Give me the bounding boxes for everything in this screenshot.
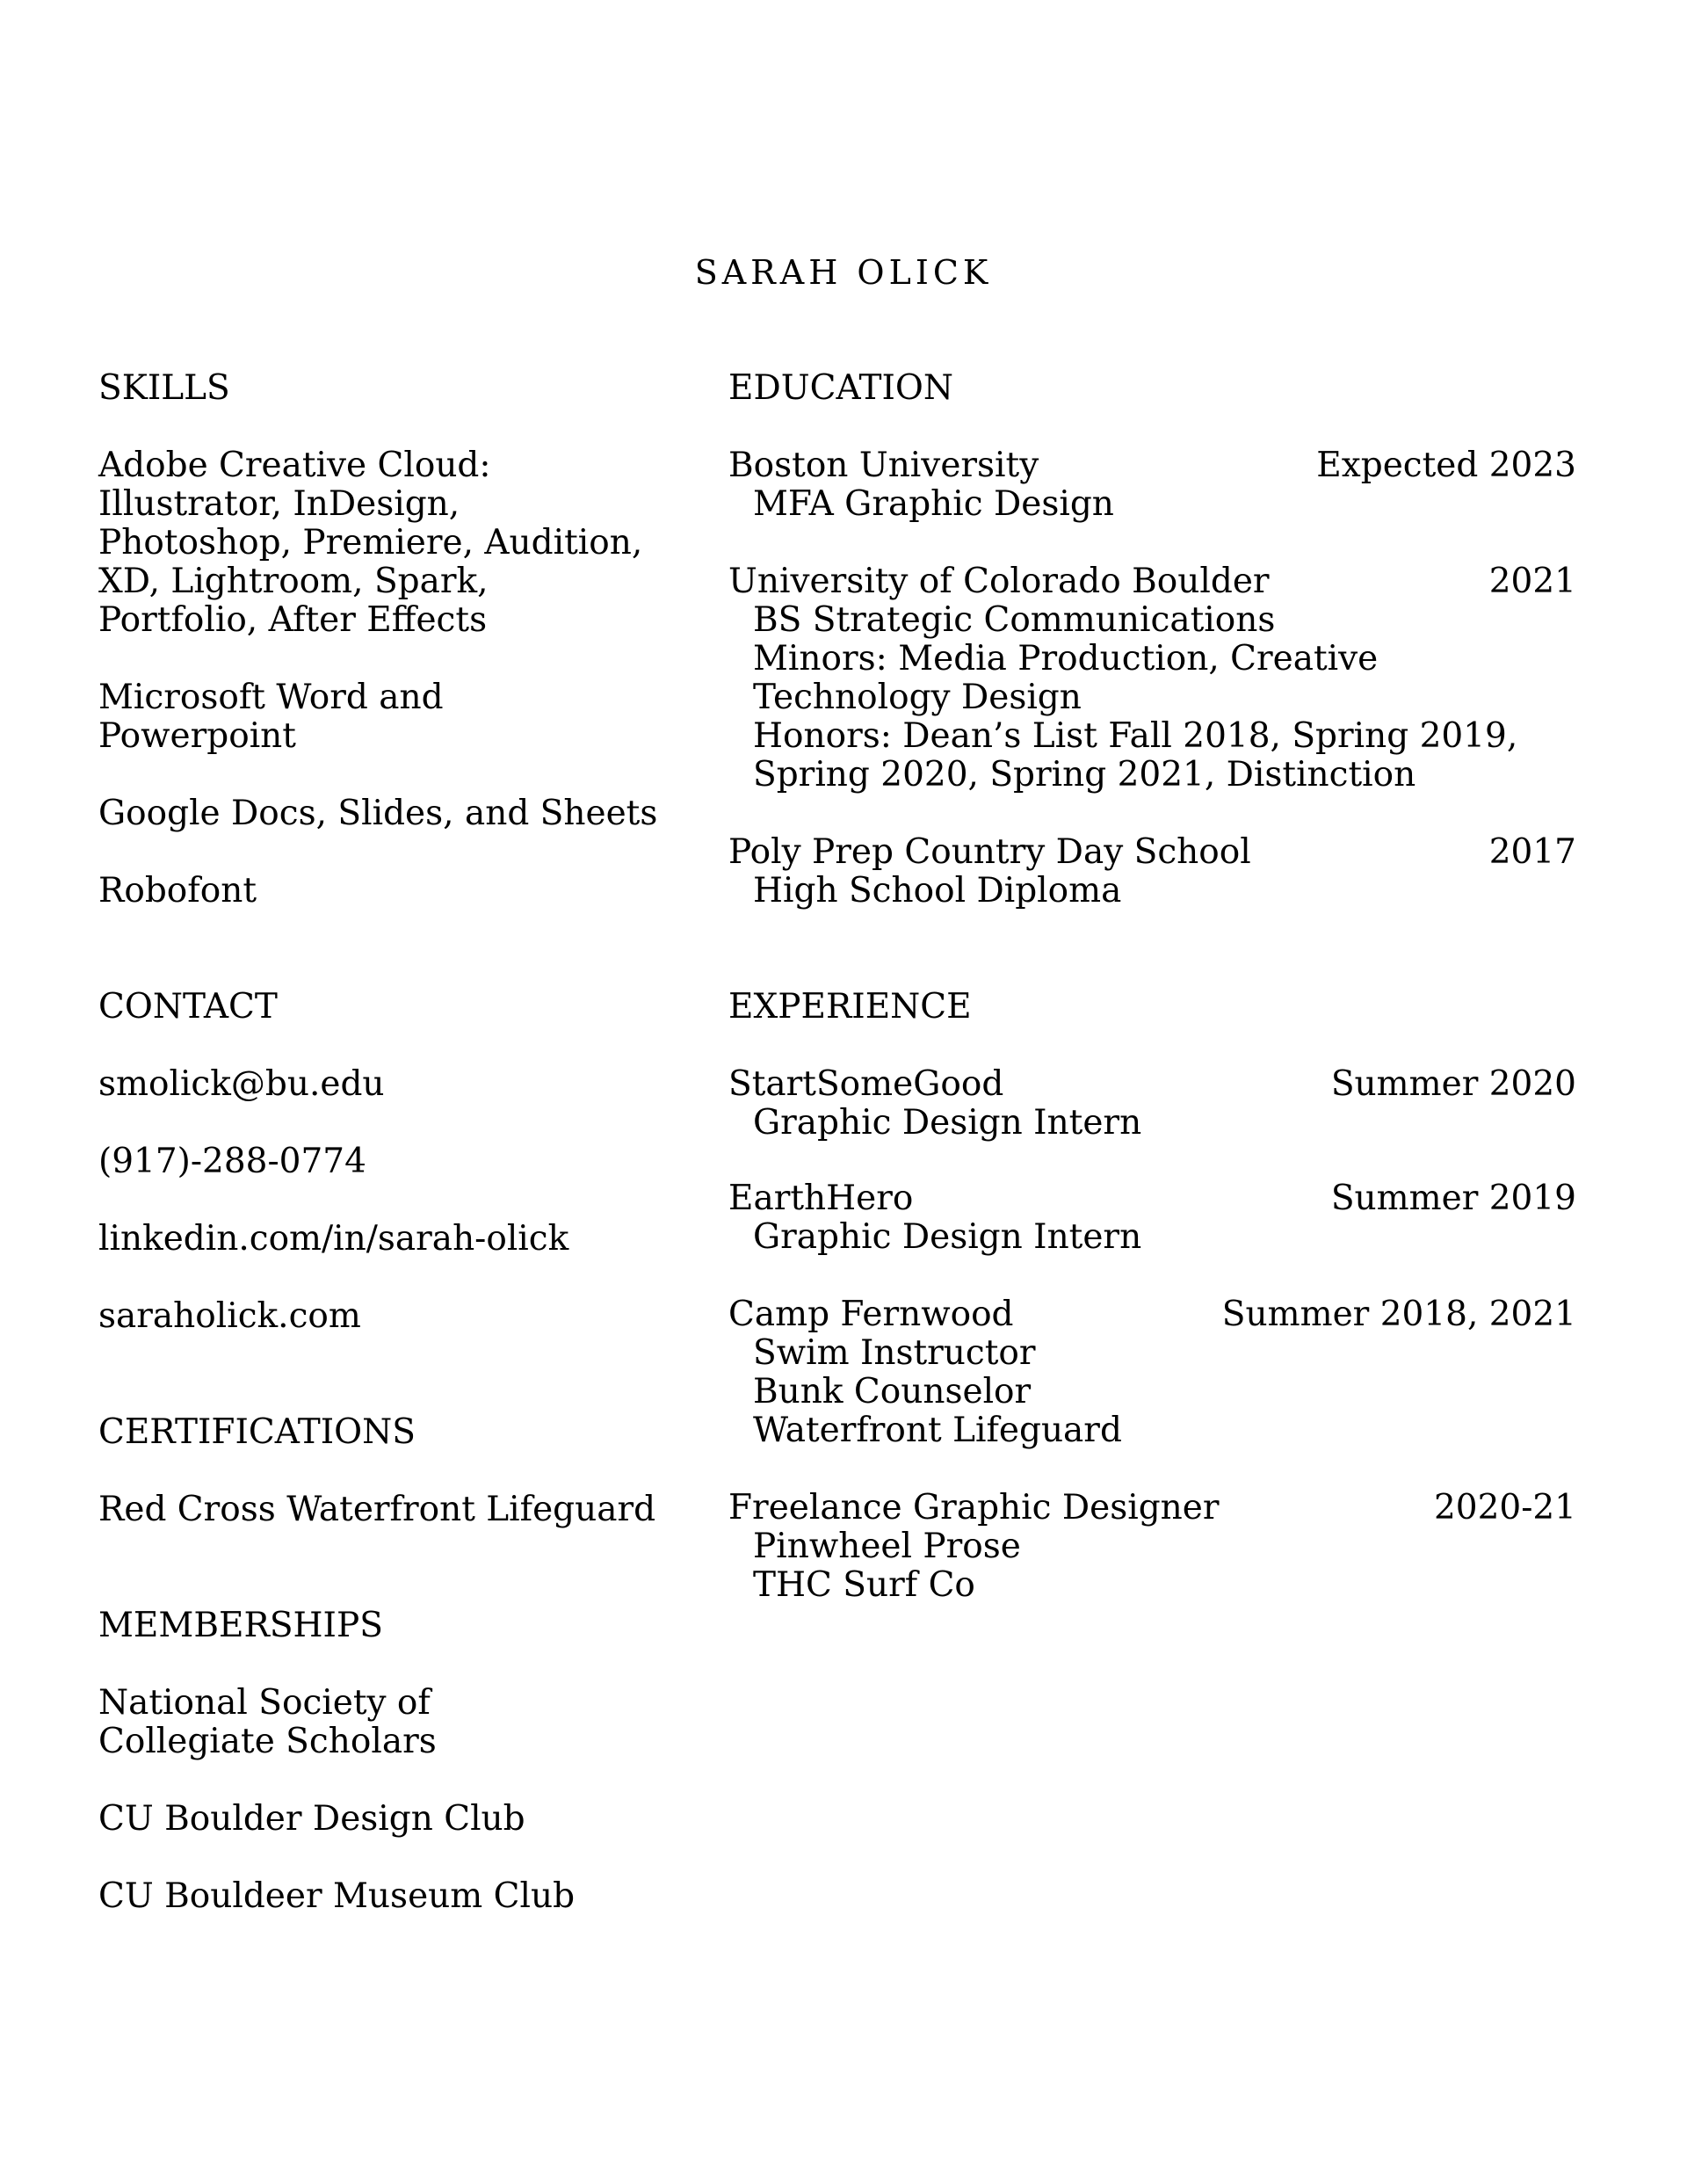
entry-detail: Waterfront Lifeguard [753, 1411, 1122, 1450]
entry-detail: Minors: Media Production, Creative [753, 639, 1379, 678]
entry-detail: Spring 2020, Spring 2021, Distinction [753, 755, 1416, 795]
entry-title: Boston University [728, 446, 1039, 485]
entry-detail: High School Diploma [753, 871, 1122, 911]
entry-title: Freelance Graphic Designer [728, 1488, 1220, 1527]
skill-line: Powerpoint [98, 716, 296, 756]
skill-line: Portfolio, After Effects [98, 600, 488, 640]
skill-line: Adobe Creative Cloud: [98, 446, 491, 485]
entry-date: Summer 2018, 2021 [1221, 1295, 1576, 1334]
education-entry [728, 833, 1576, 911]
contact-heading: CONTACT [98, 987, 278, 1027]
skill-line: Robofont [98, 871, 257, 911]
entry-detail: Graphic Design Intern [753, 1103, 1142, 1143]
experience-entry [728, 1489, 1576, 1605]
entry-title: StartSomeGood [728, 1064, 1004, 1104]
resume-name: SARAH OLICK [694, 253, 993, 292]
skills-group-robofont [98, 872, 713, 911]
entry-detail: Technology Design [753, 678, 1082, 717]
entry-detail: THC Surf Co [753, 1565, 975, 1605]
skills-heading: SKILLS [98, 368, 230, 408]
contact-email[interactable]: smolick@bu.edu [98, 1064, 385, 1104]
left-column [98, 369, 713, 1916]
entry-detail: Swim Instructor [753, 1333, 1036, 1373]
membership-item: CU Boulder Design Club [98, 1799, 525, 1839]
experience-entry [728, 1179, 1576, 1257]
education-entry [728, 446, 1576, 524]
certification-item: Red Cross Waterfront Lifeguard [98, 1490, 656, 1529]
entry-date: Summer 2020 [1330, 1064, 1576, 1104]
entry-title: Camp Fernwood [728, 1295, 1014, 1334]
education-heading: EDUCATION [728, 368, 953, 408]
entry-date: 2017 [1488, 832, 1576, 872]
membership-item [98, 1684, 713, 1761]
contact-phone: (917)-288-0774 [98, 1142, 366, 1181]
skills-group-google [98, 795, 713, 833]
entry-title: EarthHero [728, 1179, 914, 1218]
contact-linkedin[interactable]: linkedin.com/in/sarah-olick [98, 1219, 569, 1259]
memberships-heading: MEMBERSHIPS [98, 1606, 383, 1645]
entry-detail: Graphic Design Intern [753, 1217, 1142, 1257]
education-entry [728, 562, 1576, 795]
skill-line: Photoshop, Premiere, Audition, [98, 523, 643, 562]
skills-group-adobe [98, 446, 713, 640]
skill-line: XD, Lightroom, Spark, [98, 562, 489, 601]
experience-heading: EXPERIENCE [728, 987, 972, 1027]
membership-item: CU Bouldeer Museum Club [98, 1876, 576, 1916]
membership-line: Collegiate Scholars [98, 1722, 437, 1761]
skills-group-microsoft [98, 678, 713, 756]
membership-line: National Society of [98, 1683, 431, 1723]
entry-title: Poly Prep Country Day School [728, 832, 1251, 872]
experience-entry [728, 1295, 1576, 1450]
entry-date: Summer 2019 [1330, 1179, 1576, 1218]
entry-detail: MFA Graphic Design [753, 484, 1114, 524]
skill-line: Microsoft Word and [98, 678, 444, 717]
entry-date: 2021 [1488, 562, 1576, 601]
entry-date: Expected 2023 [1316, 446, 1576, 485]
certifications-heading: CERTIFICATIONS [98, 1412, 416, 1452]
entry-detail: Pinwheel Prose [753, 1527, 1021, 1566]
skill-line: Google Docs, Slides, and Sheets [98, 794, 658, 833]
right-column [728, 369, 1576, 1605]
experience-entry [728, 1065, 1576, 1143]
skill-line: Illustrator, InDesign, [98, 484, 460, 524]
entry-date: 2020-21 [1433, 1488, 1576, 1527]
entry-detail: Bunk Counselor [753, 1372, 1032, 1411]
entry-title: University of Colorado Boulder [728, 562, 1270, 601]
entry-detail: BS Strategic Communications [753, 600, 1276, 640]
contact-website[interactable]: saraholick.com [98, 1296, 361, 1336]
entry-detail: Honors: Dean’s List Fall 2018, Spring 2019, [753, 716, 1518, 756]
